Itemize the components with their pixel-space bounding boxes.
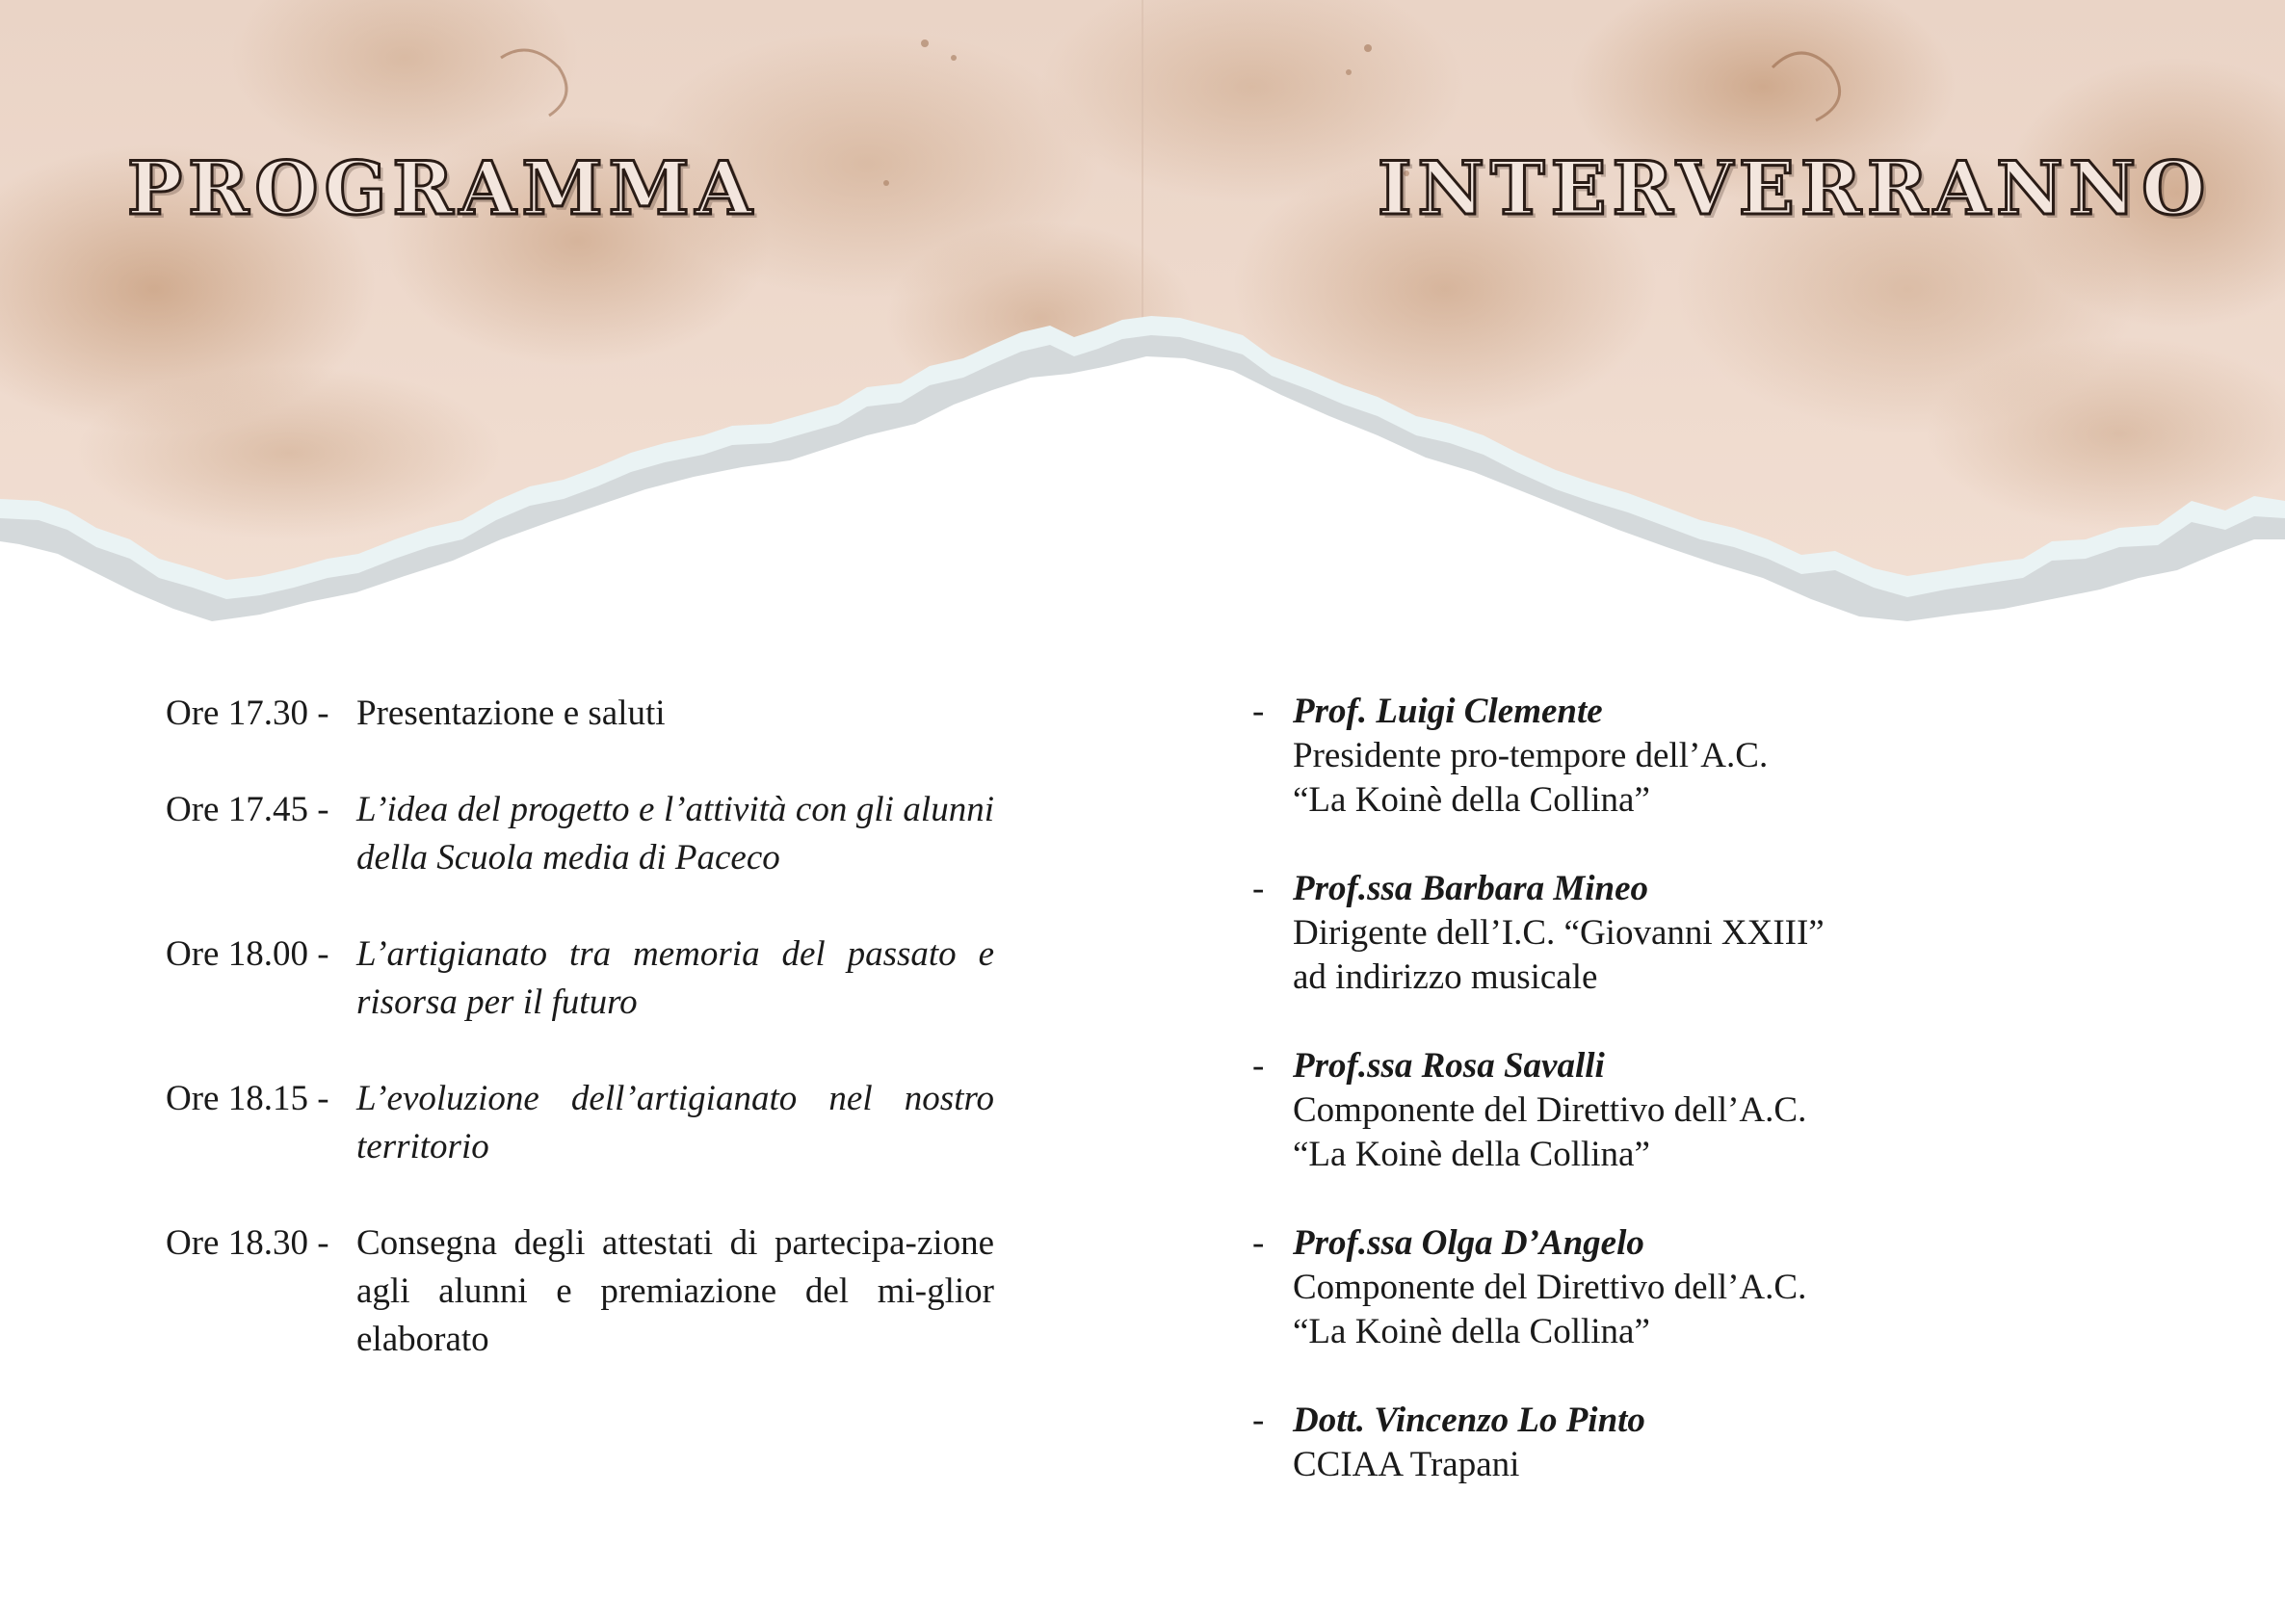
program-time: Ore 17.45 - <box>166 790 329 829</box>
list-dash: - <box>1252 869 1265 908</box>
program-time: Ore 17.30 - <box>166 694 329 733</box>
list-dash: - <box>1252 1401 1265 1440</box>
list-dash: - <box>1252 1046 1265 1086</box>
program-description: Consegna degli attestati di partecipa-zione agli alunni e premiazione del mi-glior elaborato <box>356 1223 994 1359</box>
speaker-role: Componente del Direttivo dell’A.C. <box>1293 1090 1807 1130</box>
speaker-item <box>1252 1044 1984 1177</box>
speaker-role: “La Koinè della Collina” <box>1293 780 1650 820</box>
program-description: L’artigianato tra memoria del passato e risorsa per il futuro <box>356 934 994 1022</box>
speaker-name: Prof.ssa Rosa Savalli <box>1293 1046 1605 1086</box>
list-dash: - <box>1252 692 1265 731</box>
program-item <box>166 786 994 882</box>
program-description: L’evoluzione dell’artigianato nel nostro territorio <box>356 1079 994 1166</box>
program-item <box>166 1219 994 1364</box>
speaker-item <box>1252 867 1984 1000</box>
speaker-item <box>1252 690 1984 823</box>
speaker-role: Dirigente dell’I.C. “Giovanni XXIII” <box>1293 913 1825 953</box>
program-heading: PROGRAMMA <box>127 145 758 231</box>
program-item <box>166 690 994 738</box>
speaker-name: Dott. Vincenzo Lo Pinto <box>1293 1401 1645 1440</box>
speaker-role: “La Koinè della Collina” <box>1293 1135 1650 1174</box>
speaker-item <box>1252 1221 1984 1354</box>
speaker-item <box>1252 1399 1984 1487</box>
speaker-role: “La Koinè della Collina” <box>1293 1312 1650 1351</box>
speaker-role: CCIAA Trapani <box>1293 1445 1520 1484</box>
program-description: Presentazione e saluti <box>356 694 666 733</box>
speakers-list <box>1252 690 1984 1532</box>
program-list <box>166 690 994 1412</box>
torn-paper-banner <box>0 0 2285 636</box>
speaker-name: Prof.ssa Olga D’Angelo <box>1293 1223 1644 1263</box>
speakers-heading: INTERVERRANNO <box>1378 145 2212 231</box>
program-time: Ore 18.00 - <box>166 934 329 974</box>
speaker-role: ad indirizzo musicale <box>1293 957 1598 997</box>
speaker-role: Componente del Direttivo dell’A.C. <box>1293 1268 1807 1307</box>
program-item <box>166 930 994 1027</box>
speaker-role: Presidente pro-tempore dell’A.C. <box>1293 736 1769 775</box>
program-time: Ore 18.15 - <box>166 1079 329 1118</box>
program-time: Ore 18.30 - <box>166 1223 329 1263</box>
speaker-name: Prof. Luigi Clemente <box>1293 692 1603 731</box>
list-dash: - <box>1252 1223 1265 1263</box>
program-description: L’idea del progetto e l’attività con gli alunni della Scuola media di Paceco <box>356 790 994 877</box>
speaker-name: Prof.ssa Barbara Mineo <box>1293 869 1649 908</box>
program-item <box>166 1075 994 1171</box>
